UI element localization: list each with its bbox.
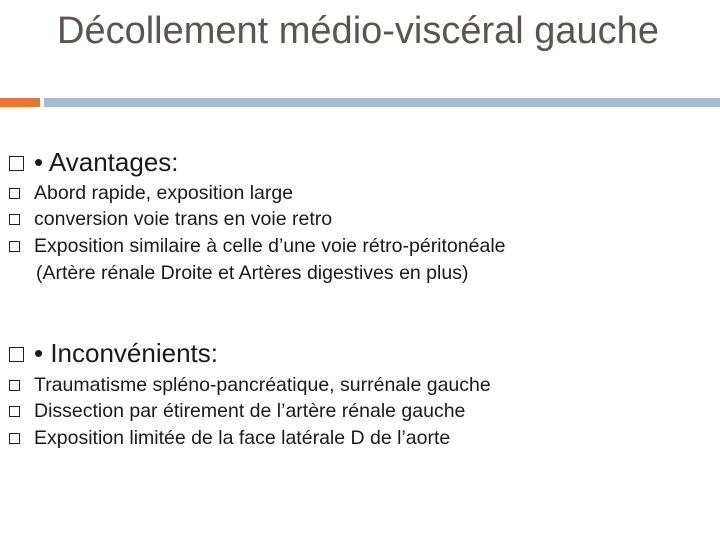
list-item-text: Exposition similaire à celle d’une voie rétro-péritonéale [34,235,506,257]
slide-title: Décollement médio-viscéral gauche [57,10,659,52]
list-item-text: Abord rapide, exposition large [34,182,294,204]
square-bullet-icon [9,156,24,171]
list-item-text: conversion voie trans en voie retro [34,208,333,230]
section-heading-text: • Avantages: [34,147,179,177]
list-item-continuation: (Artère rénale Droite et Artères digestives en plus) [36,262,469,284]
accent-bar-blue [44,98,720,107]
list-item-text: Dissection par étirement de l’artère rénale gauche [34,400,466,422]
list-item-text: Exposition limitée de la face latérale D de l’aorte [34,427,451,449]
square-bullet-icon [9,188,20,199]
square-bullet-icon [9,241,20,252]
list-item-text: Traumatisme spléno-pancréatique, surrénale gauche [34,374,491,396]
square-bullet-icon [9,433,20,444]
section-heading-text: • Inconvénients: [34,338,218,368]
square-bullet-icon [9,214,20,225]
square-bullet-icon [9,347,24,362]
accent-bar-orange [0,98,40,107]
square-bullet-icon [9,406,20,417]
square-bullet-icon [9,380,20,391]
